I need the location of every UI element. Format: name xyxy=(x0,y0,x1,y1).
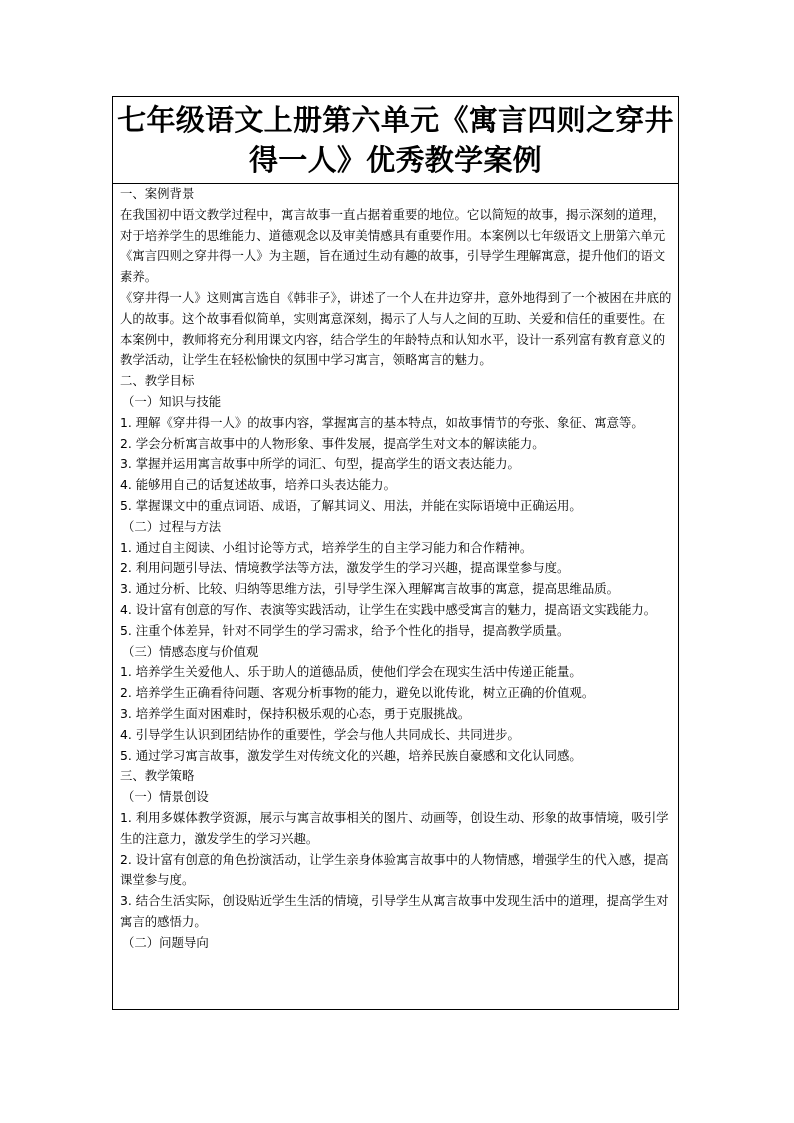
paragraph: 在我国初中语文教学过程中，寓言故事一直占据着重要的地位。它以简短的故事，揭示深刻的道理，对于培养学生的思维能力、道德观念以及审美情感具有重要作用。本案例以七年级语文上册第六单元《寓言四则之穿井得一人》为主题，旨在通过生动有趣的故事，引导学生理解寓意，提升他们的语文素养。 xyxy=(120,206,666,285)
list-item: 5. 注重个体差异，针对不同学生的学习需求，给予个性化的指导，提高教学质量。 xyxy=(120,622,570,638)
list-item: 3. 培养学生面对困难时，保持积极乐观的心态，勇于克服挑战。 xyxy=(120,705,471,721)
list-item: 3. 通过分析、比较、归纳等思维方法，引导学生深入理解寓言故事的寓意，提高思维品质。 xyxy=(120,581,619,597)
list-item: 5. 通过学习寓言故事，激发学生对传统文化的兴趣，培养民族自豪感和文化认同感。 xyxy=(120,747,582,763)
list-item: 1. 通过自主阅读、小组讨论等方式，培养学生的自主学习能力和合作精神。 xyxy=(120,539,533,555)
list-item: 2. 利用问题引导法、情境教学法等方法，激发学生的学习兴趣，提高课堂参与度。 xyxy=(120,560,570,576)
title-line-1: 七年级语文上册第六单元《寓言四则之穿井 xyxy=(117,103,674,137)
section-heading: 三、教学策略 xyxy=(120,768,195,784)
list-item: 4. 设计富有创意的写作、表演等实践活动，让学生在实践中感受寓言的魅力，提高语文实践能力。 xyxy=(120,601,657,617)
list-item: 1. 培养学生关爱他人、乐于助人的道德品质，使他们学会在现实生活中传递正能量。 xyxy=(120,664,582,680)
subsection-heading: （二）过程与方法 xyxy=(122,518,222,534)
subsection-heading: （三）情感态度与价值观 xyxy=(122,643,259,659)
title-cell xyxy=(113,97,678,184)
list-item: 2. 设计富有创意的角色扮演活动，让学生亲身体验寓言故事中的人物情感，增强学生的代入感，提高课堂参与度。 xyxy=(120,851,669,888)
section-heading: 一、案例背景 xyxy=(120,186,195,201)
list-item: 5. 掌握课文中的重点词语、成语，了解其词义、用法，并能在实际语境中正确运用。 xyxy=(120,497,582,513)
list-item: 2. 学会分析寓言故事中的人物形象、事件发展，提高学生对文本的解读能力。 xyxy=(120,435,545,451)
document-frame xyxy=(112,96,679,1010)
subsection-heading: （一）知识与技能 xyxy=(122,393,222,409)
list-item: 3. 掌握并运用寓言故事中所学的词汇、句型，提高学生的语文表达能力。 xyxy=(120,456,520,472)
list-item: 1. 利用多媒体教学资源，展示与寓言故事相关的图片、动画等，创设生动、形象的故事情境，吸引学生的注意力，激发学生的学习兴趣。 xyxy=(120,809,669,846)
list-item: 3. 结合生活实际，创设贴近学生生活的情境，引导学生从寓言故事中发现生活中的道理，提高学生对寓言的感悟力。 xyxy=(120,893,669,929)
list-item: 4. 能够用自己的话复述故事，培养口头表达能力。 xyxy=(120,477,396,493)
list-item: 2. 培养学生正确看待问题、客观分析事物的能力，避免以讹传讹，树立正确的价值观。 xyxy=(120,685,595,701)
subsection-heading: （二）问题导向 xyxy=(122,934,209,950)
list-item: 4. 引导学生认识到团结协作的重要性，学会与他人共同成长、共同进步。 xyxy=(120,726,520,742)
title-line-2: 得一人》优秀教学案例 xyxy=(248,143,542,177)
document-body xyxy=(113,184,678,953)
paragraph: 《穿井得一人》这则寓言选自《韩非子》，讲述了一个人在井边穿井，意外地得到了一个被困在井底的人的故事。这个故事看似简单，实则寓意深刻，揭示了人与人之间的互助、关爱和信任的重要性。在本案例中，教师将充分利用课文内容，结合学生的年龄特点和认知水平，设计一系列富有教育意义的教学活动，让学生在轻松愉快的氛围中学习寓言，领略寓言的魅力。 xyxy=(120,289,672,368)
page-title xyxy=(113,100,678,180)
section-heading: 二、教学目标 xyxy=(120,373,195,389)
subsection-heading: （一）情景创设 xyxy=(122,789,209,805)
list-item: 1. 理解《穿井得一人》的故事内容，掌握寓言的基本特点，如故事情节的夸张、象征、寓意等。 xyxy=(120,414,644,430)
